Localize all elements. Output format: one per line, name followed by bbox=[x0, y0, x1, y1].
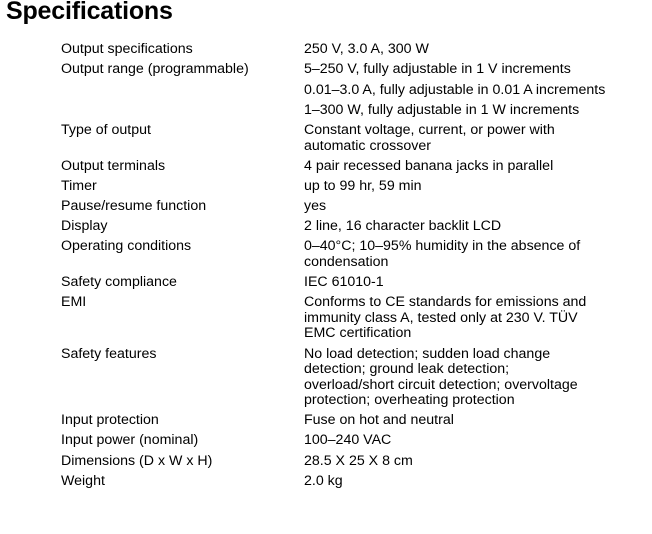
spec-row bbox=[61, 454, 641, 474]
spec-value-line: No load detection; sudden load change bbox=[304, 345, 551, 362]
spec-value-line: 4 pair recessed banana jacks in parallel bbox=[304, 158, 554, 175]
spec-value bbox=[304, 159, 641, 175]
spec-row bbox=[61, 159, 641, 179]
spec-row bbox=[61, 239, 641, 275]
spec-row bbox=[61, 199, 641, 219]
spec-row bbox=[61, 62, 641, 123]
spec-value-line: 250 V, 3.0 A, 300 W bbox=[304, 41, 429, 57]
spec-value-line: 0.01–3.0 A, fully adjustable in 0.01 A increments bbox=[304, 81, 606, 98]
spec-value bbox=[304, 199, 641, 215]
spec-row bbox=[61, 179, 641, 199]
spec-row bbox=[61, 347, 641, 414]
spec-label: Output specifications bbox=[61, 41, 193, 57]
spec-value bbox=[304, 413, 641, 429]
page-title: Specifications bbox=[6, 0, 173, 25]
spec-value bbox=[304, 239, 641, 270]
spec-label: Weight bbox=[61, 472, 105, 489]
spec-row bbox=[61, 275, 641, 295]
spec-label: Dimensions (D x W x H) bbox=[61, 452, 213, 469]
spec-value-line: overload/short circuit detection; overvoltage bbox=[304, 376, 578, 393]
spec-label: Pause/resume function bbox=[61, 198, 207, 215]
spec-value-line: 2.0 kg bbox=[304, 472, 343, 489]
spec-value bbox=[304, 62, 641, 119]
spec-label: Input protection bbox=[61, 412, 159, 429]
spec-value-line: 28.5 X 25 X 8 cm bbox=[304, 452, 413, 469]
spec-value bbox=[304, 295, 641, 342]
spec-value bbox=[304, 275, 641, 291]
spec-label: Operating conditions bbox=[61, 238, 192, 255]
spec-value-line: 2 line, 16 character backlit LCD bbox=[304, 218, 502, 235]
spec-value bbox=[304, 433, 641, 449]
spec-row bbox=[61, 295, 641, 346]
spec-label: EMI bbox=[61, 294, 87, 311]
spec-row bbox=[61, 474, 641, 490]
spec-label: Safety features bbox=[61, 345, 157, 362]
spec-value-line: protection; overheating protection bbox=[304, 392, 515, 409]
spec-value-line: 1–300 W, fully adjustable in 1 W increments bbox=[304, 102, 580, 119]
spec-value-line: yes bbox=[304, 198, 327, 215]
spec-value bbox=[304, 454, 641, 470]
spec-value bbox=[304, 42, 641, 58]
spec-value-line: detection; ground leak detection; bbox=[304, 361, 510, 378]
spec-label: Display bbox=[61, 218, 108, 235]
spec-label: Output range (programmable) bbox=[61, 61, 249, 78]
spec-row bbox=[61, 413, 641, 433]
spec-table bbox=[61, 42, 641, 489]
spec-value-line: condensation bbox=[304, 254, 389, 271]
spec-value-line: automatic crossover bbox=[304, 137, 431, 154]
spec-value bbox=[304, 474, 641, 490]
spec-value bbox=[304, 219, 641, 235]
spec-value-line: immunity class A, tested only at 230 V. TÜV bbox=[304, 309, 578, 326]
spec-value-line: EMC certification bbox=[304, 325, 412, 342]
spec-label: Type of output bbox=[61, 122, 151, 139]
spec-value-line: IEC 61010-1 bbox=[304, 274, 384, 291]
spec-value bbox=[304, 179, 641, 195]
spec-label: Input power (nominal) bbox=[61, 432, 199, 449]
spec-label: Safety compliance bbox=[61, 274, 177, 291]
spec-value-line: 5–250 V, fully adjustable in 1 V increments bbox=[304, 61, 571, 78]
spec-row bbox=[61, 123, 641, 159]
spec-value-line: Constant voltage, current, or power with bbox=[304, 122, 555, 139]
spec-value-line: up to 99 hr, 59 min bbox=[304, 178, 422, 195]
spec-row bbox=[61, 433, 641, 453]
spec-label: Timer bbox=[61, 178, 97, 195]
spec-value bbox=[304, 347, 641, 409]
spec-value-line: Fuse on hot and neutral bbox=[304, 412, 454, 429]
spec-value-line: Conforms to CE standards for emissions and bbox=[304, 294, 587, 311]
spec-value-line: 0–40°C; 10–95% humidity in the absence of bbox=[304, 238, 581, 255]
spec-row bbox=[61, 42, 641, 62]
spec-value bbox=[304, 123, 641, 154]
spec-label: Output terminals bbox=[61, 158, 166, 175]
spec-value-line: 100–240 VAC bbox=[304, 432, 392, 449]
spec-row bbox=[61, 219, 641, 239]
